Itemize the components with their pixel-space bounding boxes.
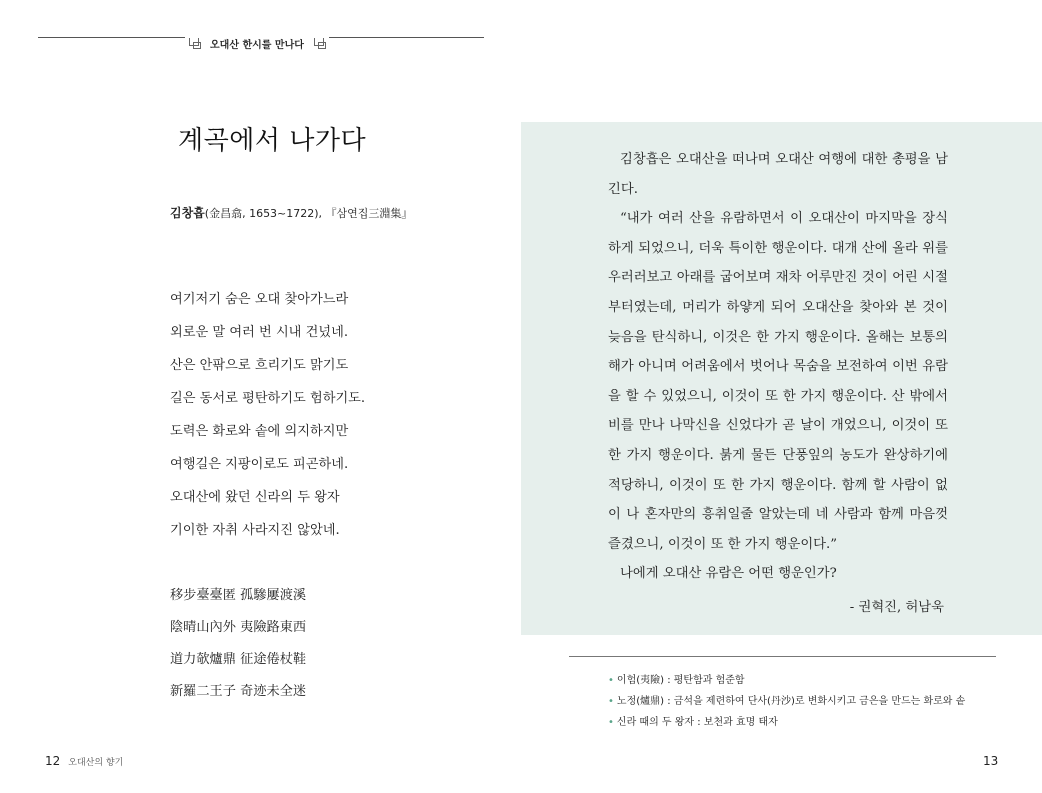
footnote bbox=[608, 670, 965, 691]
ornament-icon bbox=[314, 38, 325, 48]
poem-line: 기이한 자취 사라지진 않았네. bbox=[170, 523, 340, 538]
poem-line: 산은 안팎으로 흐리기도 맑기도 bbox=[170, 358, 349, 373]
poem-korean bbox=[170, 283, 365, 547]
poem-hanja bbox=[170, 580, 306, 708]
commentary-closing: 나에게 오대산 유람은 어떤 행운인가? bbox=[620, 566, 837, 582]
footnotes bbox=[608, 670, 965, 733]
bullet-icon: • bbox=[608, 675, 614, 686]
notes-rule bbox=[569, 656, 996, 657]
poem-hanja-line: 陰晴山內外 夷險路東西 bbox=[170, 620, 307, 635]
poem-title: 계곡에서 나가다 bbox=[178, 126, 367, 156]
poem-line: 여행길은 지팡이로도 피곤하네. bbox=[170, 457, 349, 472]
footnote bbox=[608, 712, 965, 733]
poem-line: 외로운 말 여러 번 시내 건넜네. bbox=[170, 325, 349, 340]
poem-line: 도력은 화로와 솥에 의지하지만 bbox=[170, 424, 349, 439]
running-header bbox=[185, 34, 329, 52]
footnote-text: 신라 때의 두 왕자 : 보천과 효명 태자 bbox=[616, 717, 778, 728]
author-detail: (金昌翕, 1653~1722), 『삼연집三淵集』 bbox=[204, 207, 413, 220]
commentary-signature: - 권혁진, 허남욱 bbox=[849, 599, 944, 615]
poem-line: 길은 동서로 평탄하기도 험하기도. bbox=[170, 391, 366, 406]
bullet-icon: • bbox=[608, 696, 614, 707]
poem-hanja-line: 移步臺臺匿 孤驂屢渡溪 bbox=[170, 588, 307, 603]
author-line bbox=[170, 204, 412, 221]
footnote-text: 이험(夷險) : 평탄함과 험준함 bbox=[616, 675, 745, 686]
poem-hanja-line: 新羅二王子 奇迹未全迷 bbox=[170, 684, 307, 699]
author-name: 김창흡 bbox=[170, 206, 205, 220]
commentary-intro: 김창흡은 오대산을 떠나며 오대산 여행에 대한 총평을 남긴다. bbox=[608, 152, 948, 197]
book-title: 오대산의 향기 bbox=[68, 758, 124, 768]
left-folio bbox=[45, 754, 123, 768]
poem-line: 여기저기 숨은 오대 찾아가느라 bbox=[170, 292, 349, 307]
footnote-text: 노정(爐鼎) : 금석을 제련하여 단사(丹沙)로 변화시키고 금은을 만드는 화로와 솥 bbox=[616, 696, 966, 707]
poem-hanja-line: 道力欹爐鼎 征途倦杖鞋 bbox=[170, 652, 307, 667]
commentary-text bbox=[608, 145, 948, 623]
poem-line: 오대산에 왔던 신라의 두 왕자 bbox=[170, 490, 340, 505]
bullet-icon: • bbox=[608, 717, 614, 728]
running-header-title: 오대산 한시를 만나다 bbox=[210, 39, 304, 51]
page-number-left: 12 bbox=[45, 754, 61, 768]
commentary-quote: “내가 여러 산을 유람하면서 이 오대산이 마지막을 장식하게 되었으니, 더욱 특이한 행운이다. 대개 산에 올라 위를 우러러보고 아래를 굽어보며 재차 어루만진 것이 어린 시절부터였는데, 머리가 하얗게 되어 오대산을 찾아와 본 것이 늦음을 탄식하니, 이것은 한 가지 행운이다. 올해는 보통의 해가 아니며 어려움에서 벗어나 목숨을 보전하여 이번 유람을 할 수 있었으니, 이것이 또 한 가지 행운이다. 산 밖에서 비를 만나 나막신을 신었다가 곧 날이 개었으니, 이것이 또 한 가지 행운이다. 붉게 물든 단풍잎의 농도가 완상하기에 적당하니, 이것이 또 한 가지 행운이다. 함께 할 사람이 없이 나 혼자만의 흥취일줄 알았는데 네 사람과 함께 마음껏 즐겼으니, 이것이 또 한 가지 행운이다.” bbox=[608, 211, 948, 552]
footnote bbox=[608, 691, 965, 712]
page-number-right: 13 bbox=[983, 754, 999, 768]
ornament-icon bbox=[189, 38, 200, 48]
